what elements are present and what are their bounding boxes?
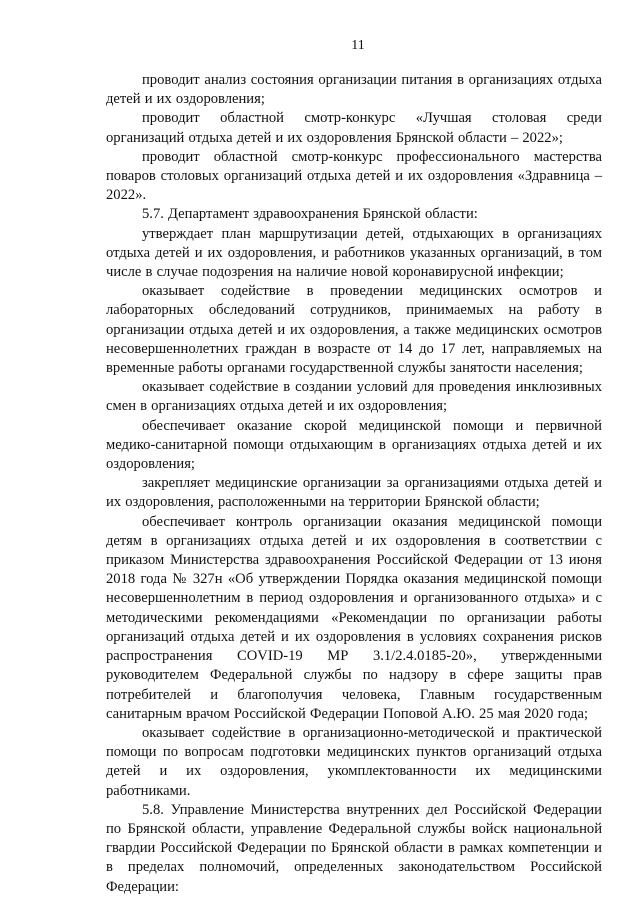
paragraph-nutrition-analysis: проводит анализ состояния организации питания в организациях отдыха детей и их оздоровления; <box>106 72 602 108</box>
section-heading-5-7: 5.7. Департамент здравоохранения Брянской области: <box>142 206 478 223</box>
paragraph-medical-exams: оказывает содействие в проведении медицинских осмотров и лабораторных обследований сотрудников, принимаемых на работу в организации отдыха детей и их оздоровления, а также медицинских осмотров несовершеннолетних граждан в возрасте от 14 до 17 лет, направляемых на временные работы органами государственной службы занятости населения; <box>106 283 602 377</box>
paragraph-assign-organizations: закрепляет медицинские организации за организациями отдыха детей и их оздоровления, расположенными на территории Брянской области; <box>106 475 602 511</box>
paragraph-control-medical-care: обеспечивает контроль организации оказания медицинской помощи детям в организациях отдыха детей и их оздоровления в соответствии с приказом Министерства здравоохранения Российской Федерации от 13 июня 2018 года № 327н «Об утверждении Порядка оказания медицинской помощи несовершеннолетним в период оздоровления и организованного отдыха» и с методическими рекомендациями «Рекомендации по организации работы организаций отдыха детей и их оздоровления в условиях сохранения рисков распространения COVID-19 МР 3.1/2.4.0185-20», утвержденными руководителем Федеральной службы по надзору в сфере защиты прав потребителей и благополучия человека, Главным государственным санитарным врачом Российской Федерации Поповой А.Ю. 25 мая 2020 года; <box>106 513 602 722</box>
paragraph-routing-plan: утверждает план маршрутизации детей, отдыхающих в организациях отдыха детей и их оздоровления, и работников указанных организаций, в том числе в случае подозрения на наличие новой коронавирусной инфекции; <box>106 225 602 281</box>
section-heading-5-8: 5.8. Управление Министерства внутренних дел Российской Федерации по Брянской области, управление Федеральной службы войск национальной гвардии Российской Федерации по Брянской области в рамках компетенции и в пределах полномочий, определенных законодательством Российской Федерации: <box>106 801 602 895</box>
page-number: 11 <box>351 38 365 53</box>
paragraph-inclusive-shifts: оказывает содействие в создании условий для проведения инклюзивных смен в организациях отдыха детей и их оздоровления; <box>106 379 602 415</box>
paragraph-methodical-help: оказывает содействие в организационно-методической и практической помощи по вопросам подготовки медицинских пунктов организаций отдыха детей и их оздоровления, укомплектованности их медицинскими работниками. <box>106 724 602 799</box>
paragraph-emergency-care: обеспечивает оказание скорой медицинской помощи и первичной медико-санитарной помощи отдыхающим в организациях отдыха детей и их оздоровления; <box>106 417 602 473</box>
paragraph-cooks-contest: проводит областной смотр-конкурс профессионального мастерства поваров столовых организаций отдыха детей и их оздоровления «Здравница – 2022». <box>106 148 602 204</box>
paragraph-canteen-contest: проводит областной смотр-конкурс «Лучшая столовая среди организаций отдыха детей и их оздоровления Брянской области – 2022»; <box>106 110 602 146</box>
